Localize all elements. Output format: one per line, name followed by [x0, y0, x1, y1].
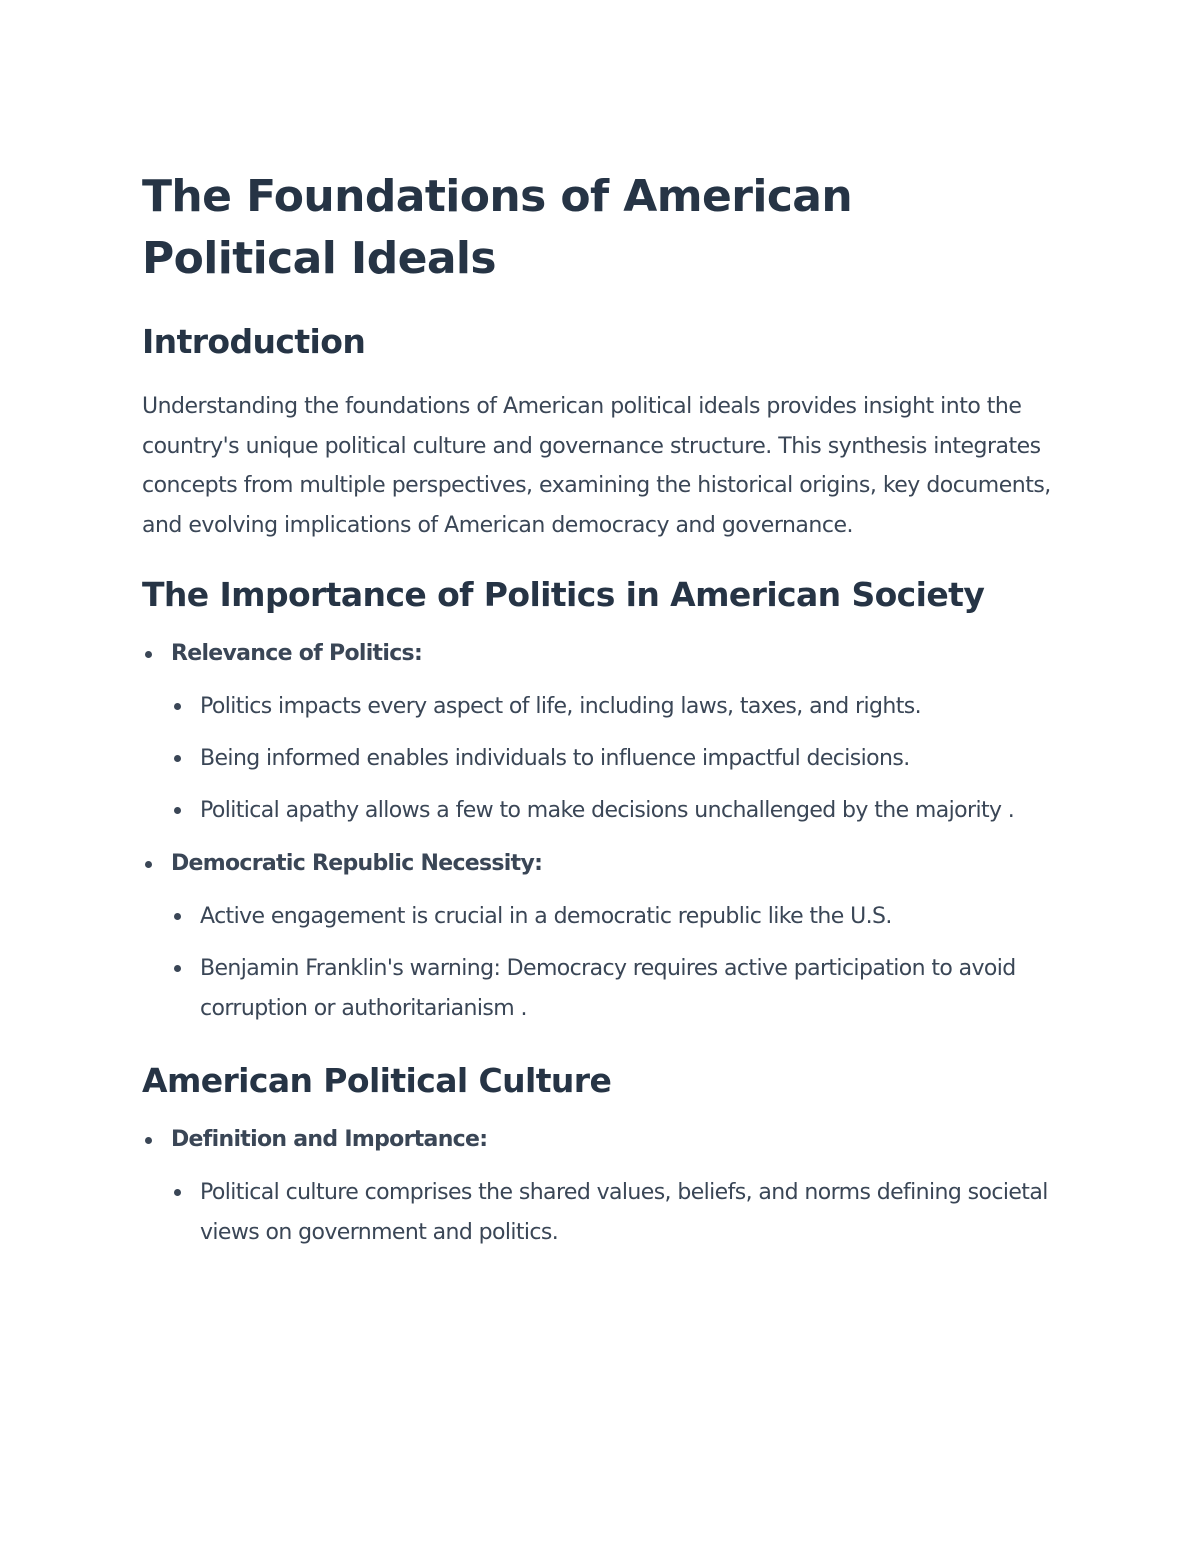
- sub-list: [171, 687, 1058, 831]
- bullet-icon: [145, 651, 152, 658]
- sub-list-item: [171, 687, 1058, 727]
- introduction-paragraph: Understanding the foundations of American political ideals provides insight into the country's unique political culture and governance structure. This synthesis integrates concepts from multiple perspectives, examining the historical origins, key documents, and evolving implications of American democracy and governance.: [142, 394, 1051, 538]
- importance-list: [142, 638, 1058, 1029]
- sub-list-item-text: Being informed enables individuals to influence impactful decisions.: [200, 746, 910, 771]
- list-item: [142, 848, 1058, 1029]
- list-item-label: Definition and Importance:: [171, 1127, 488, 1152]
- sub-list: [171, 1173, 1058, 1253]
- bullet-icon: [174, 807, 181, 814]
- bullet-icon: [174, 755, 181, 762]
- list-item-label: Democratic Republic Necessity:: [171, 851, 543, 876]
- list-item-label: Relevance of Politics:: [171, 641, 423, 666]
- bullet-icon: [174, 1189, 181, 1196]
- section-heading-introduction: Introduction: [142, 322, 366, 361]
- list-item: [142, 638, 1058, 831]
- sub-list-item-text: Politics impacts every aspect of life, including laws, taxes, and rights.: [200, 694, 922, 719]
- section-heading-culture: American Political Culture: [142, 1061, 612, 1100]
- sub-list-item: [171, 1173, 1058, 1253]
- sub-list-item-text: Political apathy allows a few to make decisions unchallenged by the majority .: [200, 798, 1015, 823]
- section-heading-importance: The Importance of Politics in American Society: [142, 575, 985, 614]
- sub-list-item-text: Political culture comprises the shared values, beliefs, and norms defining societal views on government and politics.: [200, 1180, 1048, 1245]
- culture-list: [142, 1124, 1058, 1253]
- sub-list-item-text: Benjamin Franklin's warning: Democracy requires active participation to avoid corruption or authoritarianism .: [200, 956, 1016, 1021]
- sub-list-item: [171, 949, 1058, 1029]
- bullet-icon: [145, 1137, 152, 1144]
- bullet-icon: [145, 861, 152, 868]
- sub-list-item-text: Active engagement is crucial in a democratic republic like the U.S.: [200, 904, 892, 929]
- document-page: [142, 166, 1058, 1253]
- sub-list: [171, 897, 1058, 1029]
- document-title: The Foundations of American Political Ideals: [142, 171, 853, 284]
- bullet-icon: [174, 703, 181, 710]
- bullet-icon: [174, 965, 181, 972]
- sub-list-item: [171, 791, 1058, 831]
- sub-list-item: [171, 739, 1058, 779]
- sub-list-item: [171, 897, 1058, 937]
- list-item: [142, 1124, 1058, 1253]
- bullet-icon: [174, 913, 181, 920]
